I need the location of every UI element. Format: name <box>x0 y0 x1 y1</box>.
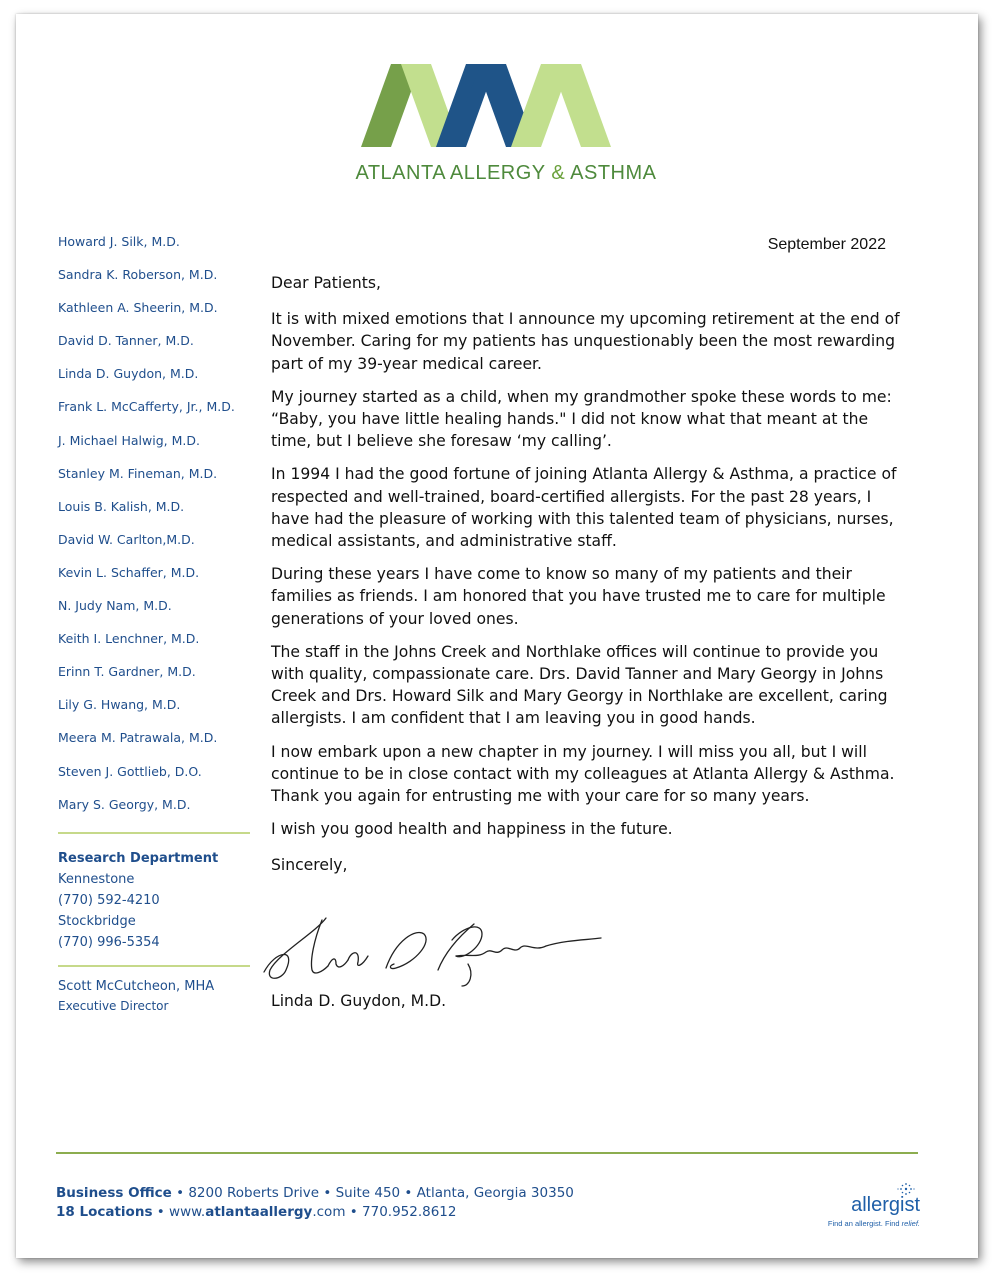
research-heading: Research Department <box>58 851 219 866</box>
doctor-name: Erinn T. Gardner, M.D. <box>58 664 196 680</box>
research-phone: (770) 592-4210 <box>58 893 160 908</box>
sidebar-divider <box>58 965 250 967</box>
doctor-name: Louis B. Kalish, M.D. <box>58 498 185 514</box>
research-location: Stockbridge <box>58 914 136 929</box>
doctor-name: Keith I. Lenchner, M.D. <box>58 631 200 647</box>
doctor-name: Kevin L. Schaffer, M.D. <box>58 564 200 580</box>
signer-name: Linda D. Guydon, M.D. <box>271 992 447 1010</box>
footer-address: • 8200 Roberts Drive • Suite 450 • Atlanta, Georgia 30350 <box>171 1185 574 1201</box>
paragraph: I wish you good health and happiness in the future. <box>271 820 673 839</box>
letter-page <box>16 14 978 1258</box>
paragraph: It is with mixed emotions that I announce my upcoming retirement at the end of November. Caring for my patients has unquestionably been the most rewarding part of my 39-year medical career. <box>271 310 900 373</box>
doctor-name: Mary S. Georgy, M.D. <box>58 796 191 812</box>
paragraph: My journey started as a child, when my grandmother spoke these words to me: “Baby, you have little healing hands." I did not know what that meant at the time, but I believe she foresaw ‘my calling’. <box>271 387 892 451</box>
logo-mark-icon <box>336 62 676 162</box>
doctor-name: Stanley M. Fineman, M.D. <box>58 465 218 481</box>
doctor-name: David D. Tanner, M.D. <box>58 333 194 349</box>
footer-office-label: Business Office <box>56 1185 172 1201</box>
allergist-wordmark: allergist <box>851 1194 920 1216</box>
sidebar-divider <box>58 832 250 834</box>
paragraph: I now embark upon a new chapter in my journey. I will miss you all, but I will continue to be in close contact with my colleagues at Atlanta Allergy & Asthma. Thank you again for entrusting me with your care for so many years. <box>271 742 895 806</box>
footer-website: atlantaallergy <box>205 1204 313 1220</box>
doctor-name: David W. Carlton,M.D. <box>58 531 195 547</box>
doctor-name: Sandra K. Roberson, M.D. <box>58 267 218 283</box>
doctor-name: Linda D. Guydon, M.D. <box>58 366 199 382</box>
doctor-name: Steven J. Gottlieb, D.O. <box>58 763 202 779</box>
footer-phone: .com • 770.952.8612 <box>312 1204 457 1220</box>
footer-contact: Business Office • 8200 Roberts Drive • Suite 450 • Atlanta, Georgia 30350 18 Locations • www.atlantaallergy.com • 770.952.8612 <box>56 1185 574 1220</box>
paragraph: In 1994 I had the good fortune of joining Atlanta Allergy & Asthma, a practice of respected and well-trained, board-certified allergists. For the past 28 years, I have had the pleasure of working with this talented team of physicians, nurses, medical assistants, and administrative staff. <box>271 465 897 551</box>
research-department <box>58 848 218 953</box>
doctor-name: J. Michael Halwig, M.D. <box>58 432 200 448</box>
doctor-list <box>58 234 258 830</box>
closing: Sincerely, <box>271 856 348 875</box>
doctor-name: Frank L. McCafferty, Jr., M.D. <box>58 399 235 415</box>
doctor-name: Lily G. Hwang, M.D. <box>58 697 181 713</box>
research-phone: (770) 996-5354 <box>58 935 160 950</box>
handwritten-signature <box>256 910 606 990</box>
doctor-name: Howard J. Silk, M.D. <box>58 234 180 249</box>
letter-date: September 2022 <box>767 236 886 253</box>
brand-logo <box>336 62 676 202</box>
research-location: Kennestone <box>58 872 135 887</box>
allergist-tagline: Find an allergist. Find relief. <box>827 1219 920 1228</box>
paragraph: During these years I have come to know so many of my patients and their families as friends. I am honored that you have trusted me to care for multiple generations of your loved ones. <box>271 565 886 628</box>
salutation: Dear Patients, <box>271 274 381 292</box>
director-title: Executive Director <box>58 999 169 1013</box>
doctor-name: Kathleen A. Sheerin, M.D. <box>58 300 218 316</box>
paragraph: The staff in the Johns Creek and Northlake offices will continue to provide you with quality, compassionate care. Drs. David Tanner and Mary Georgy in Johns Creek and Drs. Howard Silk and Mary Georgy in Northlake are excellent, caring allergists. I am confident that I am leaving you in good hands. <box>271 642 888 728</box>
signature-icon <box>256 910 606 990</box>
doctor-name: Meera M. Patrawala, M.D. <box>58 730 218 746</box>
brand-name: ATLANTA ALLERGY & ASTHMA <box>355 162 657 184</box>
footer-divider <box>56 1152 918 1154</box>
director-name: Scott McCutcheon, MHA <box>58 979 215 994</box>
doctor-name: N. Judy Nam, M.D. <box>58 598 172 614</box>
footer-locations: 18 Locations <box>56 1204 153 1220</box>
allergist-badge <box>810 1182 920 1228</box>
executive-director <box>58 976 214 1015</box>
letter-body <box>271 272 911 888</box>
